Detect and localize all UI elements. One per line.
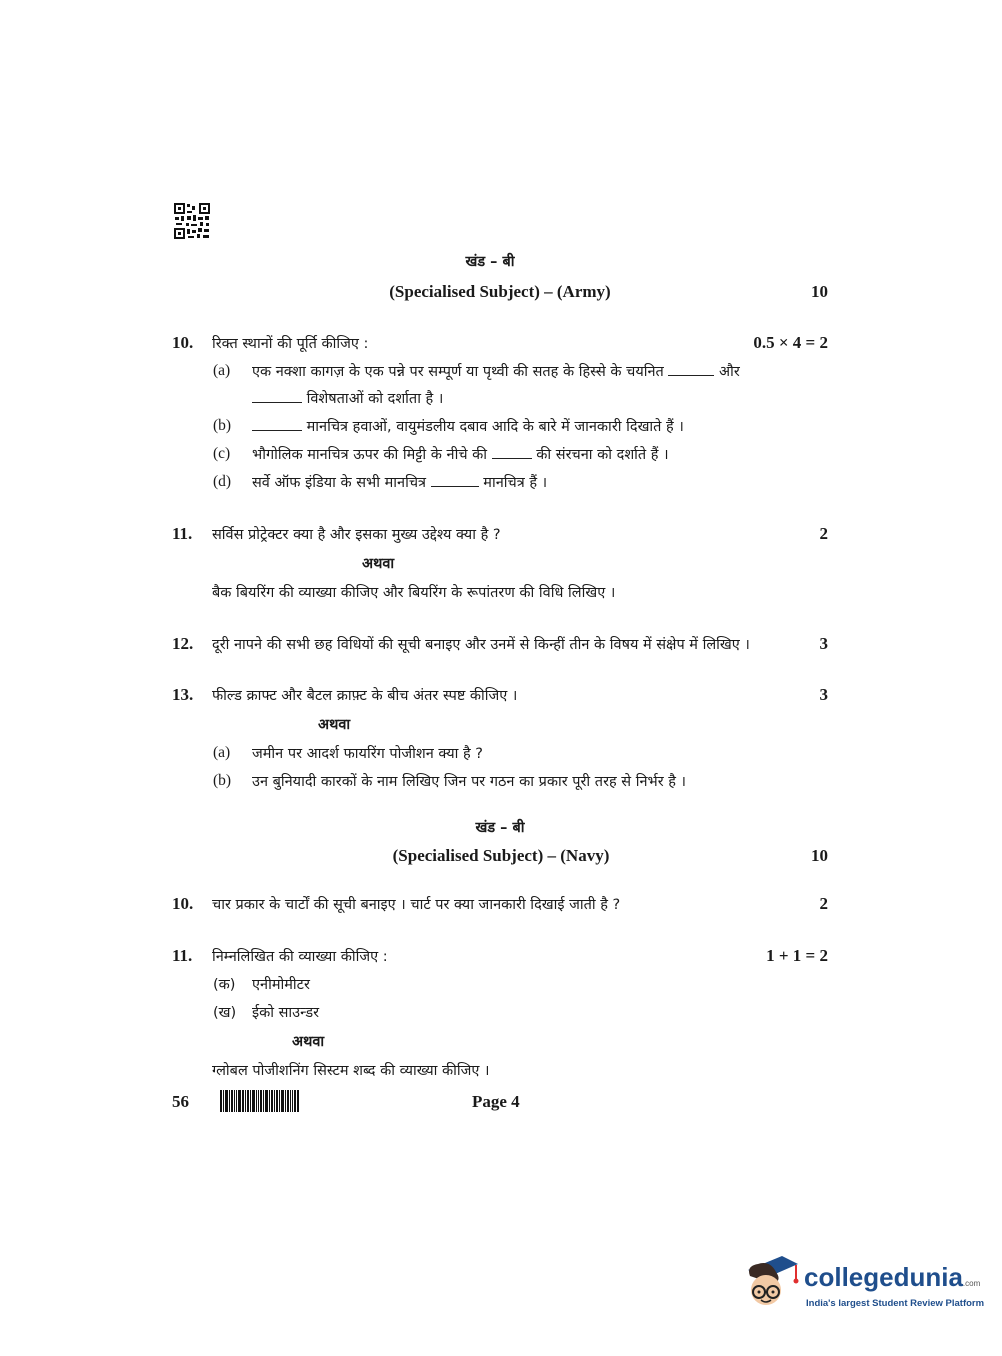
sub-question: उन बुनियादी कारकों के नाम लिखिए जिन पर गठन का प्रकार पूरी तरह से निर्भर है । (252, 774, 687, 790)
question-text: निम्नलिखित की व्याख्या कीजिए : (212, 949, 388, 965)
or-label: अथवा (362, 556, 395, 572)
brand-name (804, 1262, 980, 1293)
question-marks: 1 + 1 = 2 (766, 946, 828, 965)
question-number: 11. (172, 946, 193, 965)
fill-blank (431, 472, 479, 487)
brand-name-text: collegedunia (804, 1262, 963, 1292)
sub-label: (b) (213, 417, 232, 434)
question-marks: 0.5 × 4 = 2 (753, 333, 828, 352)
sub-question (252, 472, 547, 492)
alternative-question: ग्लोबल पोजीशनिंग सिस्टम शब्द की व्याख्या कीजिए । (212, 1063, 490, 1079)
sub-question: जमीन पर आदर्श फायरिंग पोजीशन क्या है ? (252, 746, 483, 762)
alternative-question: बैक बियरिंग की व्याख्या कीजिए और बियरिंग के रूपांतरण की विधि लिखिए । (212, 585, 616, 601)
sub-question-text: मानचित्र हैं । (483, 475, 548, 491)
sub-question-text: एक नक्शा कागज़ के एक पन्ने पर सम्पूर्ण या पृथ्वी की सतह के हिस्से के चयनित (252, 364, 664, 380)
question-number: 12. (172, 634, 194, 653)
sub-label: (a) (213, 744, 231, 761)
sub-label: (b) (213, 772, 232, 789)
navy-section-label: खंड – बी (475, 820, 525, 836)
fill-blank (252, 388, 302, 403)
question-marks: 2 (819, 524, 828, 543)
navy-section-marks: 10 (811, 846, 828, 865)
mascot-logo-icon (742, 1254, 800, 1312)
brand-suffix: .com (962, 1279, 981, 1288)
question-text: सर्विस प्रोट्रेक्टर क्या है और इसका मुख्य उद्देश्य क्या है ? (212, 527, 501, 543)
army-section-label: खंड – बी (465, 254, 515, 270)
question-marks: 2 (819, 894, 828, 913)
sub-label: (क) (213, 977, 236, 993)
sub-label: (c) (213, 445, 231, 462)
sub-question: ईको साउन्डर (252, 1005, 320, 1021)
sub-question-text: सर्वे ऑफ इंडिया के सभी मानचित्र (252, 475, 427, 491)
question-text: दूरी नापने की सभी छह विधियों की सूची बनाइए और उनमें से किन्हीं तीन के विषय में संक्षेप में लिखिए । (212, 637, 750, 653)
sub-question-text: की संरचना को दर्शाते हैं । (536, 447, 669, 463)
question-number: 10. (172, 894, 194, 913)
question-number: 11. (172, 524, 193, 543)
sub-label: (d) (213, 473, 232, 490)
qr-code-icon (173, 202, 211, 240)
question-marks: 3 (819, 634, 828, 653)
or-label: अथवा (292, 1034, 325, 1050)
brand-tagline: India's largest Student Review Platform (806, 1298, 985, 1309)
sub-question (252, 444, 669, 464)
fill-blank (492, 444, 532, 459)
sub-question-continued (252, 388, 443, 408)
sub-question-text: और (719, 364, 740, 380)
sub-question: एनीमोमीटर (252, 977, 310, 993)
sub-question (252, 361, 740, 381)
fill-blank (252, 416, 302, 431)
question-text: फील्ड क्राफ्ट और बैटल क्राफ़्ट के बीच अंतर स्पष्ट कीजिए । (212, 688, 518, 704)
sub-question-text: भौगोलिक मानचित्र ऊपर की मिट्टी के नीचे की (252, 447, 488, 463)
sub-label: (a) (213, 362, 231, 379)
army-section-marks: 10 (811, 282, 828, 301)
question-text: चार प्रकार के चार्टों की सूची बनाइए । चार्ट पर क्या जानकारी दिखाई जाती है ? (212, 897, 621, 913)
question-number: 13. (172, 685, 194, 704)
question-text: रिक्त स्थानों की पूर्ति कीजिए : (212, 336, 369, 352)
page-code: 56 (172, 1092, 189, 1111)
army-section-title: (Specialised Subject) – (Army) (389, 282, 611, 301)
barcode-icon (220, 1090, 300, 1112)
sub-question-text: विशेषताओं को दर्शाता है । (306, 391, 444, 407)
or-label: अथवा (318, 717, 351, 733)
navy-section-title: (Specialised Subject) – (Navy) (392, 846, 610, 865)
watermark (742, 1250, 985, 1320)
sub-question (252, 416, 684, 436)
fill-blank (668, 361, 714, 376)
sub-question-text: मानचित्र हवाओं, वायुमंडलीय दबाव आदि के बारे में जानकारी दिखाते हैं । (306, 419, 684, 435)
page-number: Page 4 (472, 1092, 520, 1111)
question-number: 10. (172, 333, 194, 352)
sub-label: (ख) (213, 1005, 237, 1021)
question-marks: 3 (819, 685, 828, 704)
